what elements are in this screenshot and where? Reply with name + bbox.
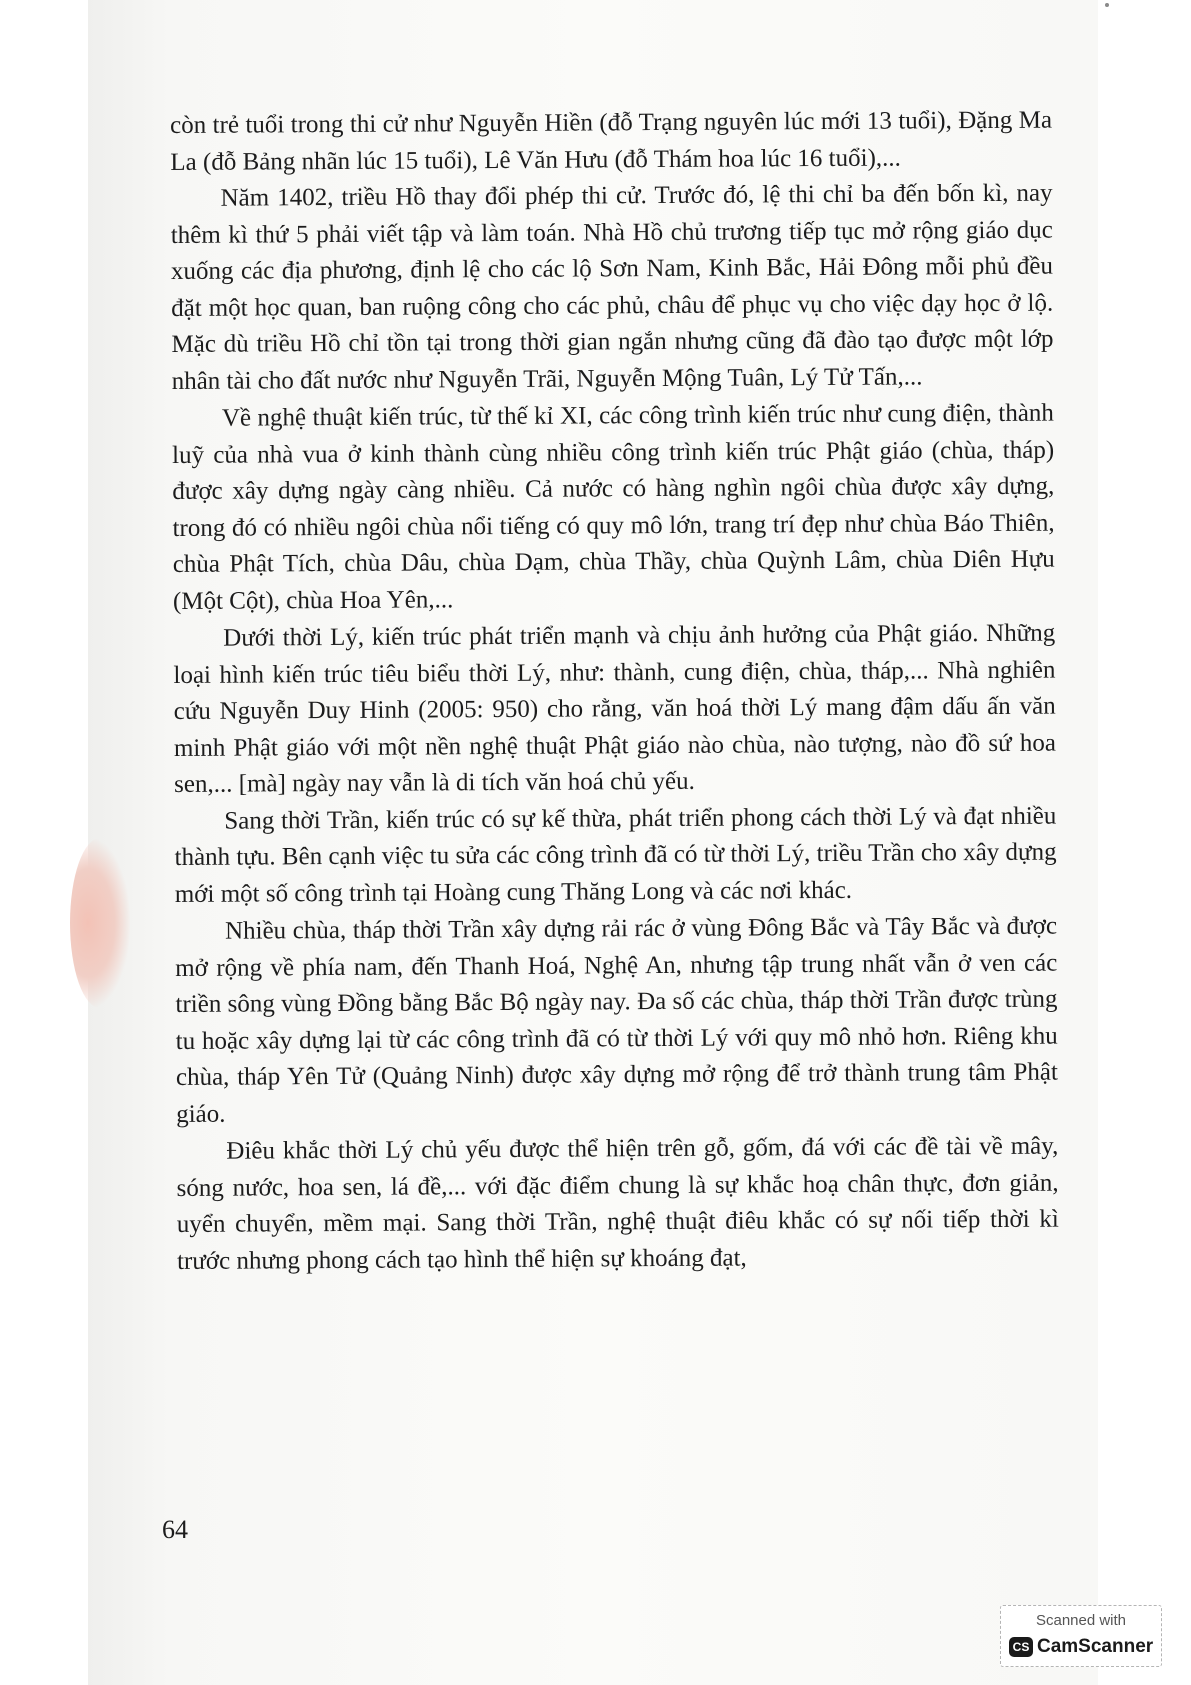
camscanner-watermark [1000,1605,1162,1667]
watermark-caption: Scanned with [1035,1612,1127,1629]
scanner-thumb-shadow [70,838,130,1008]
camscanner-logo-icon: CS [1009,1637,1033,1657]
scan-speck [1105,3,1109,7]
paragraph-1: còn trẻ tuổi trong thi cử như Nguyễn Hiền (đỗ Trạng nguyên lúc mới 13 tuổi), Đặng Ma La (đỗ Bảng nhãn lúc 15 tuổi), Lê Văn Hưu (đỗ Thám hoa lúc 16 tuổi),... [170,106,1053,176]
body-text [170,103,1059,1280]
paragraph-2: Năm 1402, triều Hồ thay đổi phép thi cử. Trước đó, lệ thi chỉ ba đến bốn kì, nay thêm kì thứ 5 phải viết tập và làm toán. Nhà Hồ chủ trương tiếp tục mở rộng giáo dục xuống các địa phương, định lệ cho các lộ Sơn Nam, Kinh Bắc, Hải Đông mỗi phủ đều đặt một học quan, ban ruộng công cho các phủ, châu để phục vụ cho việc dạy học ở lộ. Mặc dù triều Hồ chỉ tồn tại trong thời gian ngắn nhưng cũng đã đào tạo được một lớp nhân tài cho đất nước như Nguyễn Trãi, Nguyễn Mộng Tuân, Lý Tử Tấn,... [170,179,1054,395]
paragraph-4: Dưới thời Lý, kiến trúc phát triển mạnh và chịu ảnh hưởng của Phật giáo. Những loại hình kiến trúc tiêu biểu thời Lý, như: thành, cung điện, chùa, tháp,... Nhà nghiên cứu Nguyễn Duy Hinh (2005: 950) cho rằng, văn hoá thời Lý mang đậm dấu ấn văn minh Phật giáo với một nền nghệ thuật Phật giáo nào chùa, nào tượng, nào đồ sứ hoa sen,... [mà] ngày nay vẫn là di tích văn hoá chủ yếu. [173,619,1056,798]
watermark-brand-name: CamScanner [1037,1636,1154,1657]
page-number: 64 [162,1515,188,1544]
watermark-brand [1009,1636,1153,1658]
paragraph-5: Sang thời Trần, kiến trúc có sự kế thừa, phát triển phong cách thời Lý và đạt nhiều thành tựu. Bên cạnh việc tu sửa các công trình đã có từ thời Lý, triều Trần cho xây dựng mới một số công trình tại Hoàng cung Thăng Long và các nơi khác. [174,802,1057,908]
paragraph-7: Điêu khắc thời Lý chủ yếu được thể hiện trên gỗ, gốm, đá với các đề tài về mây, sóng nước, hoa sen, lá đề,... với đặc điểm chung là sự khắc hoạ chân thực, đơn giản, uyển chuyển, mềm mại. Sang thời Trần, nghệ thuật điêu khắc có sự nối tiếp thời kì trước nhưng phong cách tạo hình thể hiện sự khoáng đạt, [176,1132,1059,1275]
paragraph-6: Nhiều chùa, tháp thời Trần xây dựng rải rác ở vùng Đông Bắc và Tây Bắc và được mở rộng về phía nam, đến Thanh Hoá, Nghệ An, nhưng tập trung nhất vẫn ở ven các triền sông vùng Đồng bằng Bắc Bộ ngày nay. Đa số các chùa, tháp thời Trần được trùng tu hoặc xây dựng lại từ các công trình đã có từ thời Lý với quy mô nhỏ hơn. Riêng khu chùa, tháp Yên Tử (Quảng Ninh) được xây dựng mở rộng để trở thành trung tâm Phật giáo. [175,912,1058,1128]
paragraph-3: Về nghệ thuật kiến trúc, từ thế kỉ XI, các công trình kiến trúc như cung điện, thành luỹ của nhà vua ở kinh thành cùng nhiều công trình kiến trúc Phật giáo (chùa, tháp) được xây dựng ngày càng nhiều. Cả nước có hàng nghìn ngôi chùa được xây dựng, trong đó có nhiều ngôi chùa nổi tiếng có quy mô lớn, trang trí đẹp như chùa Báo Thiên, chùa Phật Tích, chùa Dâu, chùa Dạm, chùa Thầy, chùa Quỳnh Lâm, chùa Diên Hựu (Một Cột), chùa Hoa Yên,... [172,399,1055,615]
